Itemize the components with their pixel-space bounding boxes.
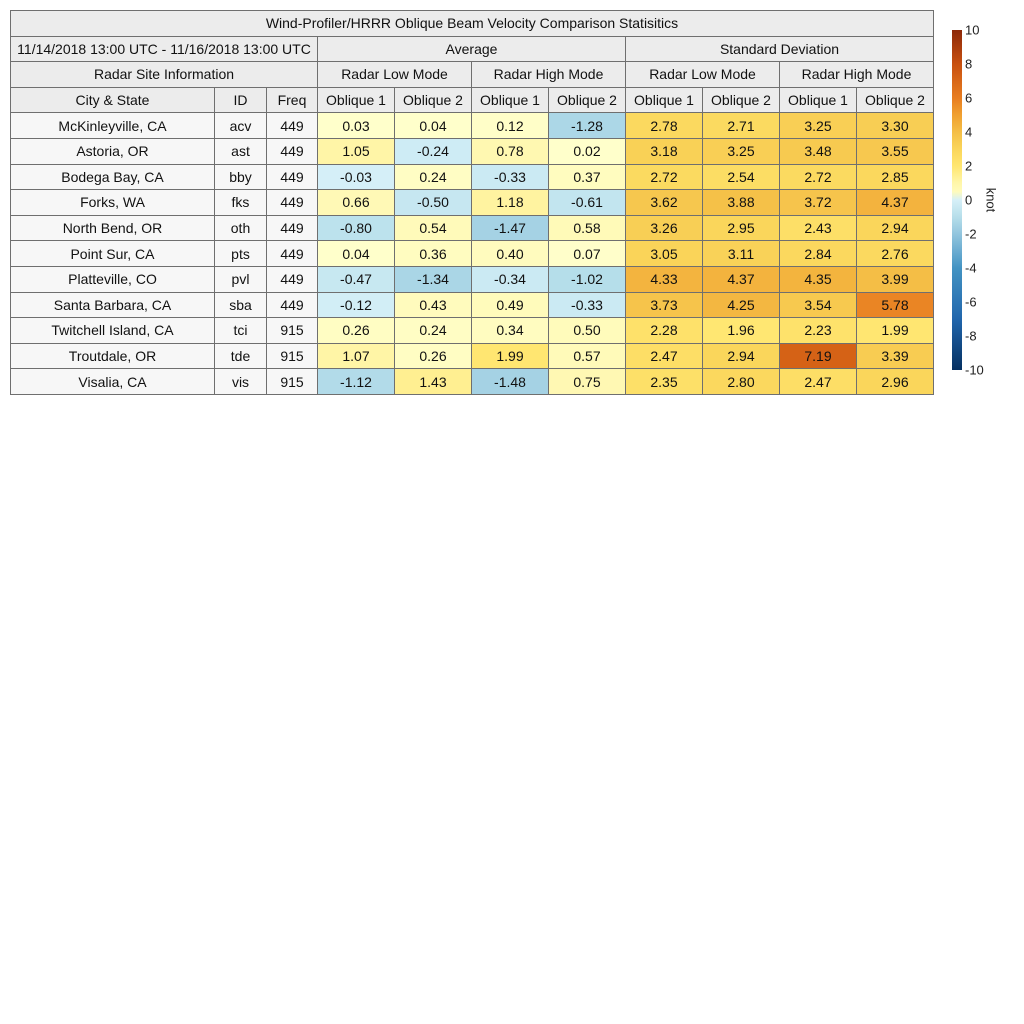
cell-avg-high-oblique1: 0.12 — [472, 113, 549, 139]
freq-header: Freq — [267, 87, 318, 113]
cell-avg-low-oblique2: 0.24 — [395, 164, 472, 190]
site-freq: 449 — [267, 292, 318, 318]
cell-std-low-oblique1: 3.05 — [626, 241, 703, 267]
colorbar-gradient — [952, 30, 962, 370]
site-city: Platteville, CO — [11, 266, 215, 292]
site-city: North Bend, OR — [11, 215, 215, 241]
cell-avg-low-oblique1: -1.12 — [318, 369, 395, 395]
cell-avg-high-oblique2: 0.58 — [549, 215, 626, 241]
group-header-row — [11, 36, 934, 62]
std-low-oblique2-header: Oblique 2 — [703, 87, 780, 113]
mode-header-row — [11, 62, 934, 88]
cell-std-low-oblique2: 3.88 — [703, 190, 780, 216]
cell-std-low-oblique2: 2.95 — [703, 215, 780, 241]
std-low-oblique1-header: Oblique 1 — [626, 87, 703, 113]
table-row-bby — [11, 164, 934, 190]
table-row-acv — [11, 113, 934, 139]
site-freq: 449 — [267, 241, 318, 267]
cell-avg-high-oblique2: -1.28 — [549, 113, 626, 139]
cell-avg-high-oblique1: 0.78 — [472, 138, 549, 164]
cell-avg-low-oblique1: 1.05 — [318, 138, 395, 164]
cell-std-high-oblique1: 7.19 — [780, 343, 857, 369]
cell-std-low-oblique2: 2.71 — [703, 113, 780, 139]
cell-avg-high-oblique2: 0.37 — [549, 164, 626, 190]
cell-avg-low-oblique2: 1.43 — [395, 369, 472, 395]
std-dev-header: Standard Deviation — [626, 36, 934, 62]
colorbar-tick-label: -2 — [965, 226, 977, 242]
site-freq: 449 — [267, 164, 318, 190]
cell-std-high-oblique2: 2.96 — [857, 369, 934, 395]
site-city: Point Sur, CA — [11, 241, 215, 267]
site-id: pvl — [215, 266, 267, 292]
colorbar-label: knot — [983, 187, 999, 213]
avg-low-oblique2-header: Oblique 2 — [395, 87, 472, 113]
cell-avg-high-oblique2: 0.57 — [549, 343, 626, 369]
table-title: Wind-Profiler/HRRR Oblique Beam Velocity Comparison Statisitics — [11, 11, 934, 37]
cell-std-high-oblique1: 2.84 — [780, 241, 857, 267]
colorbar-tick-label: 6 — [965, 90, 973, 106]
cell-avg-high-oblique2: -1.02 — [549, 266, 626, 292]
colorbar-tick-label: 8 — [965, 56, 973, 72]
site-city: Bodega Bay, CA — [11, 164, 215, 190]
cell-avg-high-oblique1: -0.33 — [472, 164, 549, 190]
cell-std-high-oblique2: 3.99 — [857, 266, 934, 292]
cell-avg-low-oblique1: -0.12 — [318, 292, 395, 318]
site-id: tde — [215, 343, 267, 369]
colorbar-tick-label: -6 — [965, 294, 977, 310]
colorbar-tick-label: 4 — [965, 124, 973, 140]
cell-std-high-oblique2: 2.94 — [857, 215, 934, 241]
cell-std-low-oblique2: 3.25 — [703, 138, 780, 164]
cell-std-low-oblique1: 3.26 — [626, 215, 703, 241]
colorbar-tick-label: -10 — [965, 362, 984, 378]
std-high-oblique2-header: Oblique 2 — [857, 87, 934, 113]
avg-low-mode-header: Radar Low Mode — [318, 62, 472, 88]
cell-std-low-oblique1: 4.33 — [626, 266, 703, 292]
site-city: Astoria, OR — [11, 138, 215, 164]
cell-avg-low-oblique1: 1.07 — [318, 343, 395, 369]
cell-avg-low-oblique2: 0.24 — [395, 318, 472, 344]
cell-avg-low-oblique2: 0.36 — [395, 241, 472, 267]
cell-avg-high-oblique1: -0.34 — [472, 266, 549, 292]
cell-std-high-oblique2: 2.85 — [857, 164, 934, 190]
cell-std-high-oblique1: 4.35 — [780, 266, 857, 292]
table-row-tci — [11, 318, 934, 344]
cell-std-low-oblique2: 2.80 — [703, 369, 780, 395]
column-header-row — [11, 87, 934, 113]
comparison-stats-table — [10, 10, 934, 395]
site-freq: 915 — [267, 318, 318, 344]
cell-std-high-oblique1: 2.47 — [780, 369, 857, 395]
cell-std-high-oblique2: 4.37 — [857, 190, 934, 216]
site-freq: 915 — [267, 343, 318, 369]
site-id: sba — [215, 292, 267, 318]
cell-avg-high-oblique1: 1.18 — [472, 190, 549, 216]
cell-std-low-oblique1: 2.35 — [626, 369, 703, 395]
table-row-fks — [11, 190, 934, 216]
cell-avg-high-oblique1: -1.48 — [472, 369, 549, 395]
cell-avg-low-oblique2: -0.50 — [395, 190, 472, 216]
cell-avg-high-oblique1: 0.40 — [472, 241, 549, 267]
id-header: ID — [215, 87, 267, 113]
table-row-oth — [11, 215, 934, 241]
avg-high-oblique2-header: Oblique 2 — [549, 87, 626, 113]
cell-avg-high-oblique1: 0.49 — [472, 292, 549, 318]
colorbar-tick-label: 0 — [965, 192, 973, 208]
cell-std-high-oblique1: 2.72 — [780, 164, 857, 190]
cell-std-high-oblique1: 3.48 — [780, 138, 857, 164]
colorbar — [950, 24, 1020, 384]
cell-avg-low-oblique2: 0.43 — [395, 292, 472, 318]
cell-std-high-oblique1: 3.54 — [780, 292, 857, 318]
std-high-oblique1-header: Oblique 1 — [780, 87, 857, 113]
table-body — [11, 113, 934, 395]
avg-high-mode-header: Radar High Mode — [472, 62, 626, 88]
cell-std-high-oblique2: 1.99 — [857, 318, 934, 344]
title-row — [11, 11, 934, 37]
cell-std-high-oblique1: 3.72 — [780, 190, 857, 216]
cell-avg-high-oblique2: -0.61 — [549, 190, 626, 216]
cell-std-low-oblique1: 3.73 — [626, 292, 703, 318]
std-high-mode-header: Radar High Mode — [780, 62, 934, 88]
cell-avg-low-oblique1: 0.04 — [318, 241, 395, 267]
cell-avg-high-oblique1: -1.47 — [472, 215, 549, 241]
cell-avg-low-oblique1: 0.26 — [318, 318, 395, 344]
site-info-header: Radar Site Information — [11, 62, 318, 88]
cell-std-low-oblique2: 1.96 — [703, 318, 780, 344]
cell-avg-low-oblique1: 0.03 — [318, 113, 395, 139]
cell-std-low-oblique2: 4.37 — [703, 266, 780, 292]
site-freq: 449 — [267, 138, 318, 164]
cell-std-high-oblique2: 3.30 — [857, 113, 934, 139]
cell-std-low-oblique2: 2.54 — [703, 164, 780, 190]
cell-std-low-oblique1: 3.18 — [626, 138, 703, 164]
average-header: Average — [318, 36, 626, 62]
site-freq: 449 — [267, 190, 318, 216]
time-period: 11/14/2018 13:00 UTC - 11/16/2018 13:00 UTC — [11, 36, 318, 62]
cell-avg-high-oblique1: 0.34 — [472, 318, 549, 344]
cell-std-low-oblique2: 3.11 — [703, 241, 780, 267]
cell-std-low-oblique2: 4.25 — [703, 292, 780, 318]
site-city: Troutdale, OR — [11, 343, 215, 369]
site-id: ast — [215, 138, 267, 164]
cell-std-high-oblique2: 5.78 — [857, 292, 934, 318]
avg-high-oblique1-header: Oblique 1 — [472, 87, 549, 113]
cell-avg-high-oblique2: -0.33 — [549, 292, 626, 318]
cell-std-low-oblique1: 2.47 — [626, 343, 703, 369]
table-row-tde — [11, 343, 934, 369]
cell-avg-low-oblique1: -0.03 — [318, 164, 395, 190]
cell-std-low-oblique1: 2.78 — [626, 113, 703, 139]
cell-avg-low-oblique1: -0.47 — [318, 266, 395, 292]
cell-avg-high-oblique1: 1.99 — [472, 343, 549, 369]
colorbar-tick-label: 10 — [965, 24, 980, 38]
site-city: Forks, WA — [11, 190, 215, 216]
cell-avg-low-oblique2: 0.04 — [395, 113, 472, 139]
cell-avg-high-oblique2: 0.02 — [549, 138, 626, 164]
city-header: City & State — [11, 87, 215, 113]
table-row-ast — [11, 138, 934, 164]
site-freq: 915 — [267, 369, 318, 395]
cell-avg-low-oblique2: -1.34 — [395, 266, 472, 292]
table-row-sba — [11, 292, 934, 318]
avg-low-oblique1-header: Oblique 1 — [318, 87, 395, 113]
table-row-pts — [11, 241, 934, 267]
std-low-mode-header: Radar Low Mode — [626, 62, 780, 88]
cell-std-high-oblique1: 3.25 — [780, 113, 857, 139]
table-row-pvl — [11, 266, 934, 292]
cell-avg-high-oblique2: 0.75 — [549, 369, 626, 395]
colorbar-tick-label: -8 — [965, 328, 977, 344]
cell-avg-low-oblique2: -0.24 — [395, 138, 472, 164]
cell-avg-low-oblique2: 0.54 — [395, 215, 472, 241]
cell-std-high-oblique1: 2.43 — [780, 215, 857, 241]
cell-avg-low-oblique1: -0.80 — [318, 215, 395, 241]
site-id: vis — [215, 369, 267, 395]
cell-std-high-oblique2: 3.55 — [857, 138, 934, 164]
site-city: Santa Barbara, CA — [11, 292, 215, 318]
site-freq: 449 — [267, 266, 318, 292]
site-id: oth — [215, 215, 267, 241]
site-freq: 449 — [267, 113, 318, 139]
cell-std-low-oblique1: 3.62 — [626, 190, 703, 216]
colorbar-tick-label: 2 — [965, 158, 973, 174]
cell-std-high-oblique2: 3.39 — [857, 343, 934, 369]
table-row-vis — [11, 369, 934, 395]
site-city: Visalia, CA — [11, 369, 215, 395]
cell-avg-low-oblique1: 0.66 — [318, 190, 395, 216]
cell-std-high-oblique2: 2.76 — [857, 241, 934, 267]
cell-std-low-oblique2: 2.94 — [703, 343, 780, 369]
site-id: fks — [215, 190, 267, 216]
cell-avg-high-oblique2: 0.50 — [549, 318, 626, 344]
site-city: McKinleyville, CA — [11, 113, 215, 139]
site-id: bby — [215, 164, 267, 190]
cell-std-high-oblique1: 2.23 — [780, 318, 857, 344]
site-city: Twitchell Island, CA — [11, 318, 215, 344]
cell-avg-high-oblique2: 0.07 — [549, 241, 626, 267]
site-id: tci — [215, 318, 267, 344]
site-id: acv — [215, 113, 267, 139]
colorbar-tick-label: -4 — [965, 260, 977, 276]
site-freq: 449 — [267, 215, 318, 241]
colorbar-ticks — [965, 24, 984, 378]
cell-std-low-oblique1: 2.72 — [626, 164, 703, 190]
cell-avg-low-oblique2: 0.26 — [395, 343, 472, 369]
cell-std-low-oblique1: 2.28 — [626, 318, 703, 344]
site-id: pts — [215, 241, 267, 267]
